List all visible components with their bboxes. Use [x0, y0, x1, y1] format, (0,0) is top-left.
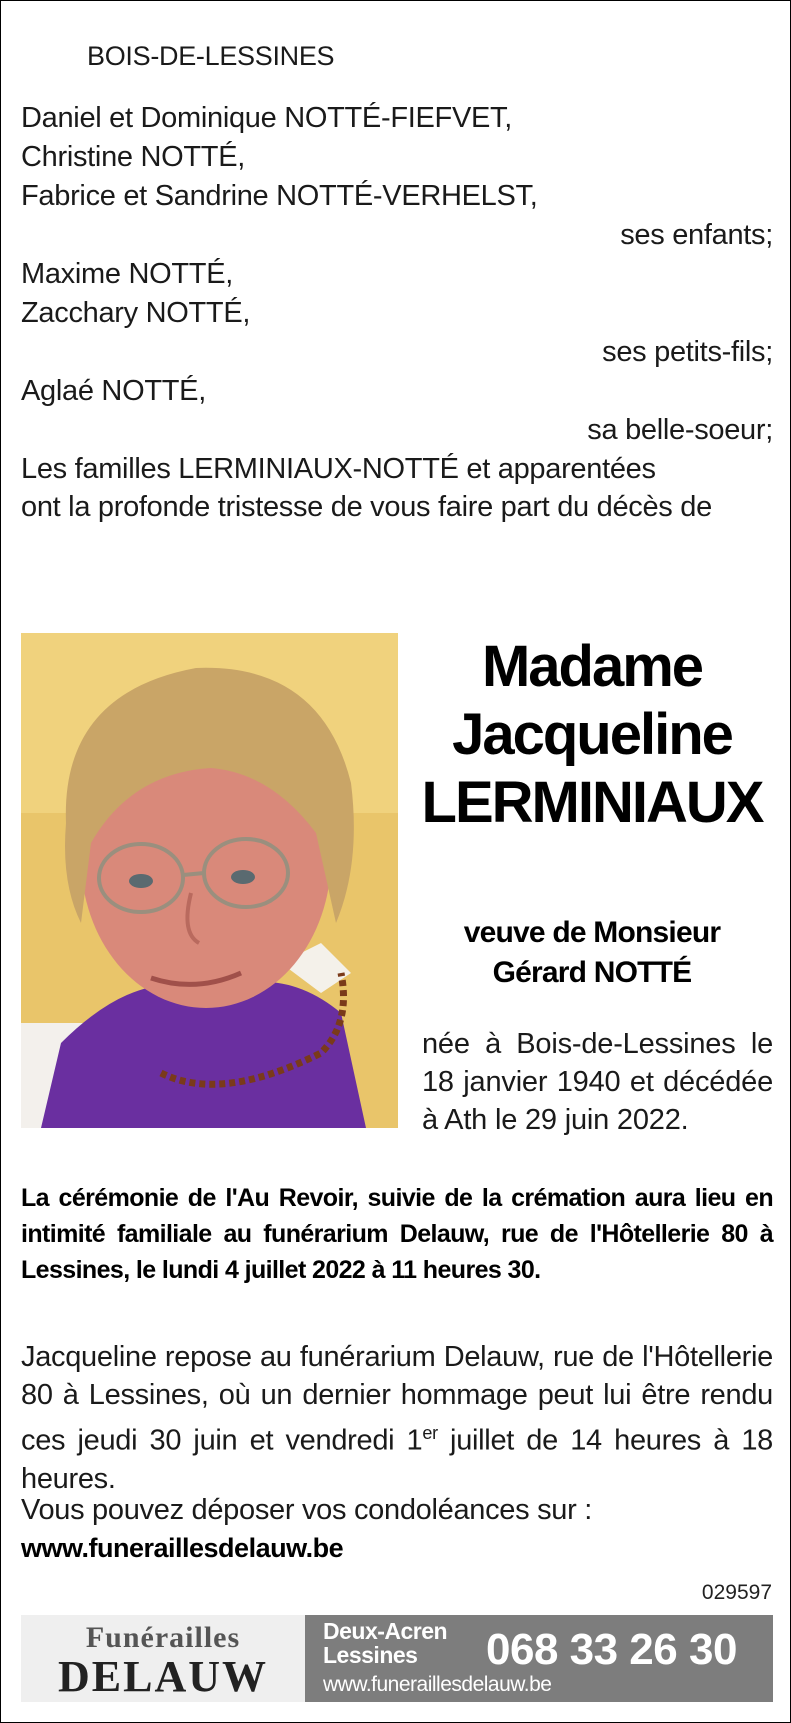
town-name: Lessines	[323, 1642, 418, 1668]
widow-line: veuve de Monsieur	[463, 916, 721, 949]
family-line: Zacchary NOTTÉ,	[21, 297, 251, 329]
condolences-website-link[interactable]: www.funeraillesdelauw.be	[21, 1533, 344, 1563]
ordinal-suffix: er	[422, 1423, 438, 1443]
condolences-text: Vous pouvez déposer vos condoléances sur :	[21, 1494, 592, 1526]
funeral-home-logo	[21, 1615, 305, 1702]
family-line: Daniel et Dominique NOTTÉ-FIEFVET,	[21, 102, 512, 134]
announcement-text: ont la profonde tristesse de vous faire part du décès de	[21, 491, 712, 523]
visitation-text-main: Jacqueline repose au funérarium Delauw, rue de l'Hôtellerie 80 à Lessines, où un dernier hommage peut lui être rendu ces jeudi 30 juin et vendredi 1	[21, 1341, 773, 1457]
widow-info	[411, 913, 773, 993]
family-line: Fabrice et Sandrine NOTTÉ-VERHELST,	[21, 180, 538, 212]
phone-number[interactable]: 068 33 26 30	[486, 1625, 737, 1674]
footer-website-link[interactable]: www.funeraillesdelauw.be	[323, 1673, 552, 1696]
family-line: Christine NOTTÉ,	[21, 141, 246, 173]
visitation-text-end: juillet de 14 heures à 18 heures.	[21, 1424, 773, 1495]
family-line: Les familles LERMINIAUX-NOTTÉ et apparentées	[21, 453, 656, 485]
town-name: Deux-Acren	[323, 1618, 448, 1644]
family-role: ses petits-fils;	[602, 336, 773, 368]
family-role: sa belle-soeur;	[587, 414, 773, 446]
deceased-last-name: LERMINIAUX	[421, 770, 763, 835]
deceased-first-name: Jacqueline	[452, 702, 732, 767]
family-line: Maxime NOTTÉ,	[21, 258, 234, 290]
birth-death-text: née à Bois-de-Lessines le 18 janvier 1940 et décédée à Ath le 29 juin 2022.	[422, 1028, 773, 1136]
logo-brand-text: DELAUW	[57, 1652, 269, 1701]
family-role: ses enfants;	[620, 219, 773, 251]
ceremony-text: La cérémonie de l'Au Revoir, suivie de la crémation aura lieu en intimité familiale au funérarium Delauw, rue de l'Hôtellerie 80 à Lessines, le lundi 4 juillet 2022 à 11 heures 30.	[21, 1184, 773, 1284]
spouse-name: Gérard NOTTÉ	[492, 956, 692, 989]
reference-code: 029597	[701, 1581, 772, 1604]
family-line: Aglaé NOTTÉ,	[21, 375, 206, 407]
deceased-name	[411, 633, 773, 837]
funeral-home-banner	[21, 1615, 773, 1702]
portrait-photo	[21, 633, 398, 1128]
location-heading: BOIS-DE-LESSINES	[87, 41, 335, 71]
logo-top-text: Funérailles	[85, 1621, 241, 1654]
deceased-title: Madame	[481, 634, 703, 699]
locations	[323, 1619, 447, 1667]
family-list	[21, 99, 773, 525]
visitation-text	[21, 1338, 773, 1498]
